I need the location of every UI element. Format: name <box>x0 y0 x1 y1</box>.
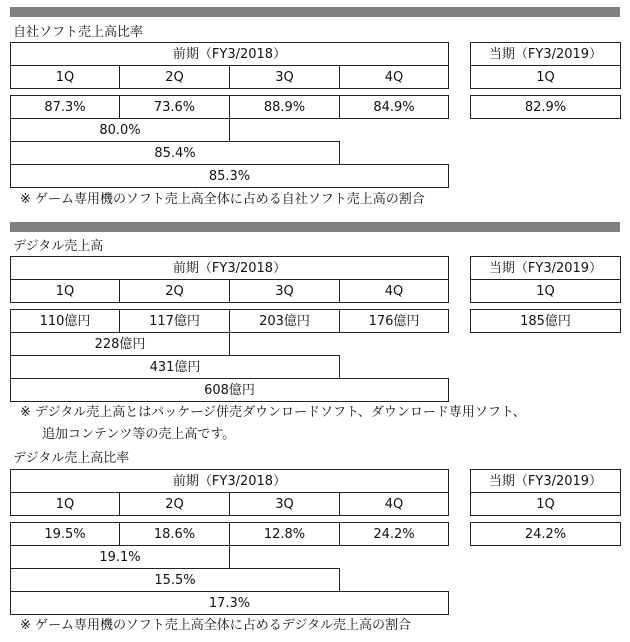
prev-value-1q: 87.3% <box>10 95 120 119</box>
prev-quarter-2q: 2Q <box>119 65 230 89</box>
footnote: ※ ゲーム専用機のソフト売上高全体に占める自社ソフト売上高の割合 <box>20 191 425 207</box>
prev-value-4q: 176億円 <box>339 309 449 333</box>
prev-value-4q: 24.2% <box>339 522 449 546</box>
cumulative-h1: 19.1% <box>10 545 230 569</box>
curr-period-header: 当期（FY3/2019） <box>470 469 621 493</box>
prev-value-3q: 88.9% <box>229 95 340 119</box>
prev-quarter-2q: 2Q <box>119 492 230 516</box>
prev-quarter-1q: 1Q <box>10 279 120 303</box>
prev-period-header: 前期（FY3/2018） <box>10 42 449 66</box>
curr-quarter-1q: 1Q <box>470 65 621 89</box>
prev-quarter-2q: 2Q <box>119 279 230 303</box>
curr-quarter-1q: 1Q <box>470 279 621 303</box>
prev-quarter-4q: 4Q <box>339 492 449 516</box>
section-divider <box>10 7 620 17</box>
cumulative-q3: 431億円 <box>10 355 340 379</box>
section-title: デジタル売上高比率 <box>13 450 130 466</box>
cumulative-q3: 15.5% <box>10 568 340 592</box>
cumulative-q3: 85.4% <box>10 141 340 165</box>
prev-quarter-3q: 3Q <box>229 65 340 89</box>
prev-value-1q: 19.5% <box>10 522 120 546</box>
curr-value-1q: 24.2% <box>470 522 621 546</box>
footnote: ※ デジタル売上高とはパッケージ併売ダウンロードソフト、ダウンロード専用ソフト、 <box>20 404 526 420</box>
prev-value-2q: 18.6% <box>119 522 230 546</box>
section-divider <box>10 222 620 232</box>
footnote-continued: 追加コンテンツ等の売上高です。 <box>42 426 236 442</box>
cumulative-fy: 85.3% <box>10 164 449 188</box>
cumulative-h1: 80.0% <box>10 118 230 142</box>
footnote: ※ ゲーム専用機のソフト売上高全体に占めるデジタル売上高の割合 <box>20 617 411 633</box>
section-title: デジタル売上高 <box>13 238 104 254</box>
prev-quarter-4q: 4Q <box>339 279 449 303</box>
cumulative-fy: 608億円 <box>10 378 449 402</box>
prev-quarter-3q: 3Q <box>229 279 340 303</box>
prev-quarter-3q: 3Q <box>229 492 340 516</box>
curr-value-1q: 82.9% <box>470 95 621 119</box>
prev-period-header: 前期（FY3/2018） <box>10 256 449 280</box>
curr-period-header: 当期（FY3/2019） <box>470 42 621 66</box>
prev-value-4q: 84.9% <box>339 95 449 119</box>
prev-value-1q: 110億円 <box>10 309 120 333</box>
prev-value-3q: 12.8% <box>229 522 340 546</box>
cumulative-fy: 17.3% <box>10 591 449 615</box>
cumulative-h1: 228億円 <box>10 332 230 356</box>
curr-value-1q: 185億円 <box>470 309 621 333</box>
prev-value-2q: 117億円 <box>119 309 230 333</box>
curr-period-header: 当期（FY3/2019） <box>470 256 621 280</box>
curr-quarter-1q: 1Q <box>470 492 621 516</box>
prev-value-2q: 73.6% <box>119 95 230 119</box>
prev-quarter-1q: 1Q <box>10 492 120 516</box>
prev-period-header: 前期（FY3/2018） <box>10 469 449 493</box>
prev-quarter-4q: 4Q <box>339 65 449 89</box>
prev-quarter-1q: 1Q <box>10 65 120 89</box>
section-title: 自社ソフト売上高比率 <box>13 24 144 40</box>
prev-value-3q: 203億円 <box>229 309 340 333</box>
